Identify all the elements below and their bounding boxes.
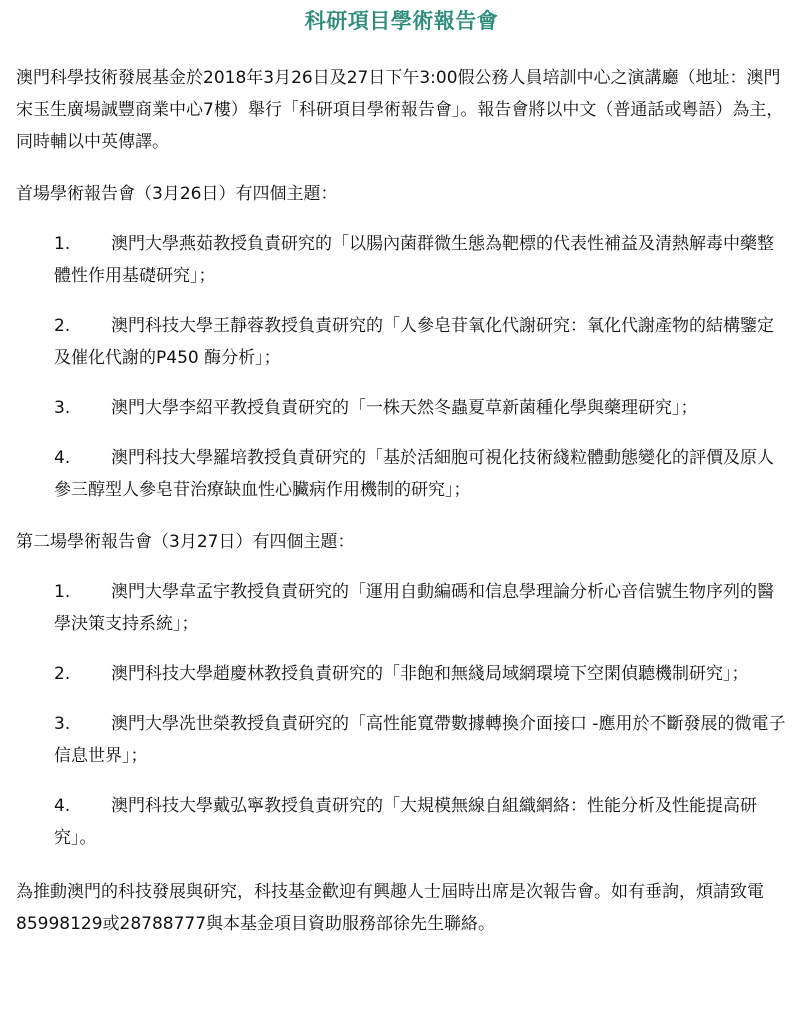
item-number: 1. (54, 234, 71, 254)
list-item (16, 790, 787, 854)
page-title: 科研項目學術報告會 (304, 9, 499, 33)
item-text: 澳門大學李紹平教授負責研究的「一株天然冬蟲夏草新菌種化學與藥理研究」； (111, 398, 698, 418)
list-item (16, 576, 787, 640)
item-number: 4. (54, 448, 71, 468)
item-text: 澳門科技大學趙慶林教授負責研究的「非飽和無綫局域網環境下空閑偵聽機制研究」； (111, 664, 749, 684)
session2-list (16, 576, 787, 854)
item-number: 2. (54, 316, 71, 336)
item-number: 3. (54, 714, 71, 734)
item-text: 澳門科技大學羅培教授負責研究的「基於活細胞可視化技術綫粒體動態變化的評價及原人參三醇型人參皂苷治療缺血性心臟病作用機制的研究」； (54, 448, 774, 500)
item-text: 澳門大學冼世榮教授負責研究的「高性能寬帶數據轉換介面接口 -應用於不斷發展的微電子信息世界」； (54, 714, 786, 766)
list-item (16, 228, 787, 292)
item-text: 澳門大學韋孟宇教授負責研究的「運用自動編碼和信息學理論分析心音信號生物序列的醫學決策支持系統」； (54, 582, 774, 634)
item-text: 澳門大學燕茹教授負責研究的「以腸內菌群微生態為靶標的代表性補益及清熱解毒中藥整體性作用基礎研究」； (54, 234, 774, 286)
item-text: 澳門科技大學王靜蓉教授負責研究的「人參皂苷氧化代謝研究：氧化代謝產物的結構鑒定及催化代謝的P450 酶分析」； (54, 316, 774, 368)
list-item (16, 392, 787, 424)
list-item (16, 310, 787, 374)
list-item (16, 442, 787, 506)
session1-heading: 首場學術報告會（3月26日）有四個主題： (16, 184, 338, 204)
list-item (16, 658, 787, 690)
intro-paragraph: 澳門科學技術發展基金於2018年3月26日及27日下午3:00假公務人員培訓中心之演講廳（地址：澳門宋玉生廣場誠豐商業中心7樓）舉行「科研項目學術報告會」。報告會將以中文（普通話或粵語）為主，同時輔以中英傳譯。 (16, 68, 784, 152)
session1-list (16, 228, 787, 506)
item-number: 2. (54, 664, 71, 684)
list-item (16, 708, 787, 772)
item-number: 1. (54, 582, 71, 602)
session2-heading: 第二場學術報告會（3月27日）有四個主題： (16, 532, 355, 552)
item-number: 3. (54, 398, 71, 418)
item-text: 澳門科技大學戴弘寧教授負責研究的「大規模無線自組織網絡：性能分析及性能提高研究」。 (54, 796, 757, 848)
closing-paragraph: 為推動澳門的科技發展與研究，科技基金歡迎有興趣人士屆時出席是次報告會。如有垂詢，煩請致電85998129或28788777與本基金項目資助服務部徐先生聯絡。 (16, 882, 764, 934)
item-number: 4. (54, 796, 71, 816)
